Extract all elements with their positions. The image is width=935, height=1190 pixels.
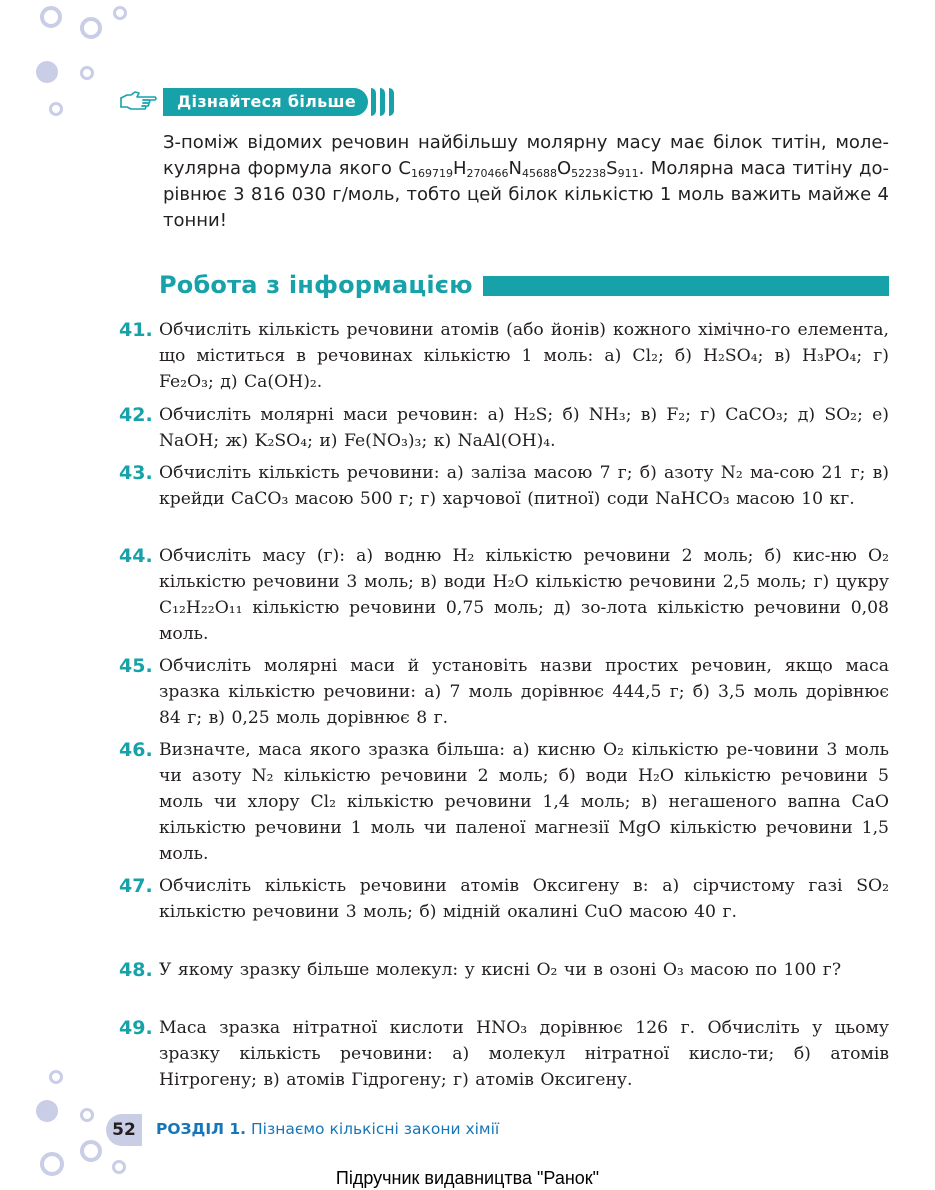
infobox-stripes (371, 88, 394, 116)
task-text: Обчисліть молярні маси й установіть назви простих речовин, якщо маса зразка кількістю речовини: а) 7 моль дорівнює 444,5 г; б) 3,5 моль дорівнює 84 г; в) 0,25 моль дорівнює 8 г. (159, 656, 889, 728)
decor-circle (49, 1070, 63, 1084)
task-item (119, 317, 889, 395)
task-number: 47. (119, 875, 153, 897)
task-number: 48. (119, 959, 153, 981)
task-text: Обчисліть кількість речовини атомів (або йонів) кожного хімічно-го елемента, що міститься в речовинах кількістю 1 моль: а) Cl₂; б) H₂SO₄; в) H₃PO₄; г) Fe₂O₃; д) Ca(OH)₂. (159, 320, 889, 392)
decor-circle (113, 6, 127, 20)
section-title: Робота з інформацією (159, 271, 473, 299)
task-item (119, 460, 889, 512)
task-number: 45. (119, 655, 153, 677)
decor-circle (49, 102, 63, 116)
infobox-text: З-поміж відомих речовин найбільшу молярну масу має білок титін, моле-кулярна формула якого $C_{169719}H_{270466}N_{45688}O_{52238}S_{911}$. Молярна маса титіну до-рівнює 3 816 030 г/моль, тобто цей білок кількістю 1 моль важить майже 4 тонни! (163, 132, 890, 231)
infobox-badge (163, 88, 463, 116)
task-text: У якому зразку більше молекул: у кисні O₂ чи в озоні O₃ масою по 100 г? (159, 960, 842, 980)
task-text: Маса зразка нітратної кислоти HNO₃ дорівнює 126 г. Обчисліть у цьому зразку кількість речовини: а) молекул нітратної кисло-ти; б) атомів Нітрогену; в) атомів Гідрогену; г) атомів Оксигену. (159, 1018, 889, 1090)
task-text: Обчисліть кількість речовини: а) заліза масою 7 г; б) азоту N₂ ма-сою 21 г; в) крейди CaCO₃ масою 500 г; г) харчової (питної) соди NaHCO₃ масою 10 кг. (159, 463, 889, 509)
task-text: Визначте, маса якого зразка більша: а) кисню O₂ кількістю ре-човини 3 моль чи азоту N₂ кількістю речовини 2 моль; б) води H₂O кількістю речовини 5 моль чи хлору Cl₂ кількістю речовини 1,4 моль; в) негашеного вапна CaO кількістю речовини 1 моль чи паленої магнезії MgO кількістю речовини 1,5 моль. (159, 740, 889, 864)
task-number: 41. (119, 319, 153, 341)
task-number: 43. (119, 462, 153, 484)
page-number: 52 (106, 1114, 142, 1146)
task-item (119, 543, 889, 647)
section-bar (483, 276, 889, 296)
task-item (119, 957, 889, 983)
decor-circle (36, 1100, 58, 1122)
task-text: Обчисліть кількість речовини атомів Оксигену в: а) сірчистому газі SO₂ кількістю речовини 3 моль; б) мідній окалині CuO масою 40 г. (159, 876, 889, 922)
section-header (159, 268, 889, 302)
infobox-title: Дізнайтеся більше (163, 88, 368, 116)
task-number: 46. (119, 739, 153, 761)
task-item (119, 873, 889, 925)
publisher-note: Підручник видавництва "Ранок" (335, 1168, 600, 1188)
task-number: 49. (119, 1017, 153, 1039)
pointing-hand-icon (119, 88, 159, 114)
chapter-label (156, 1120, 499, 1138)
decor-circle (40, 6, 62, 28)
decor-circle (80, 1108, 94, 1122)
task-item (119, 737, 889, 867)
decor-circle (80, 17, 102, 39)
task-number: 42. (119, 404, 153, 426)
task-number: 44. (119, 545, 153, 567)
decor-circle (36, 61, 58, 83)
chapter-name: Пізнаємо кількісні закони хімії (251, 1120, 500, 1138)
task-item (119, 402, 889, 454)
task-item (119, 653, 889, 731)
task-item (119, 1015, 889, 1093)
chapter-number: РОЗДІЛ 1. (156, 1120, 247, 1138)
decor-circle (80, 1140, 102, 1162)
task-text: Обчисліть масу (г): а) водню H₂ кількістю речовини 2 моль; б) кис-ню O₂ кількістю речовини 3 моль; в) води H₂O кількістю речовини 2,5 моль; г) цукру C₁₂H₂₂O₁₁ кількістю речовини 0,75 моль; д) зо-лота кількістю речовини 0,08 моль. (159, 546, 889, 644)
task-text: Обчисліть молярні маси речовин: а) H₂S; б) NH₃; в) F₂; г) CaCO₃; д) SO₂; е) NaOH; ж) K₂SO₄; и) Fe(NO₃)₃; к) NaAl(OH)₄. (159, 405, 889, 451)
decor-circle (80, 66, 94, 80)
